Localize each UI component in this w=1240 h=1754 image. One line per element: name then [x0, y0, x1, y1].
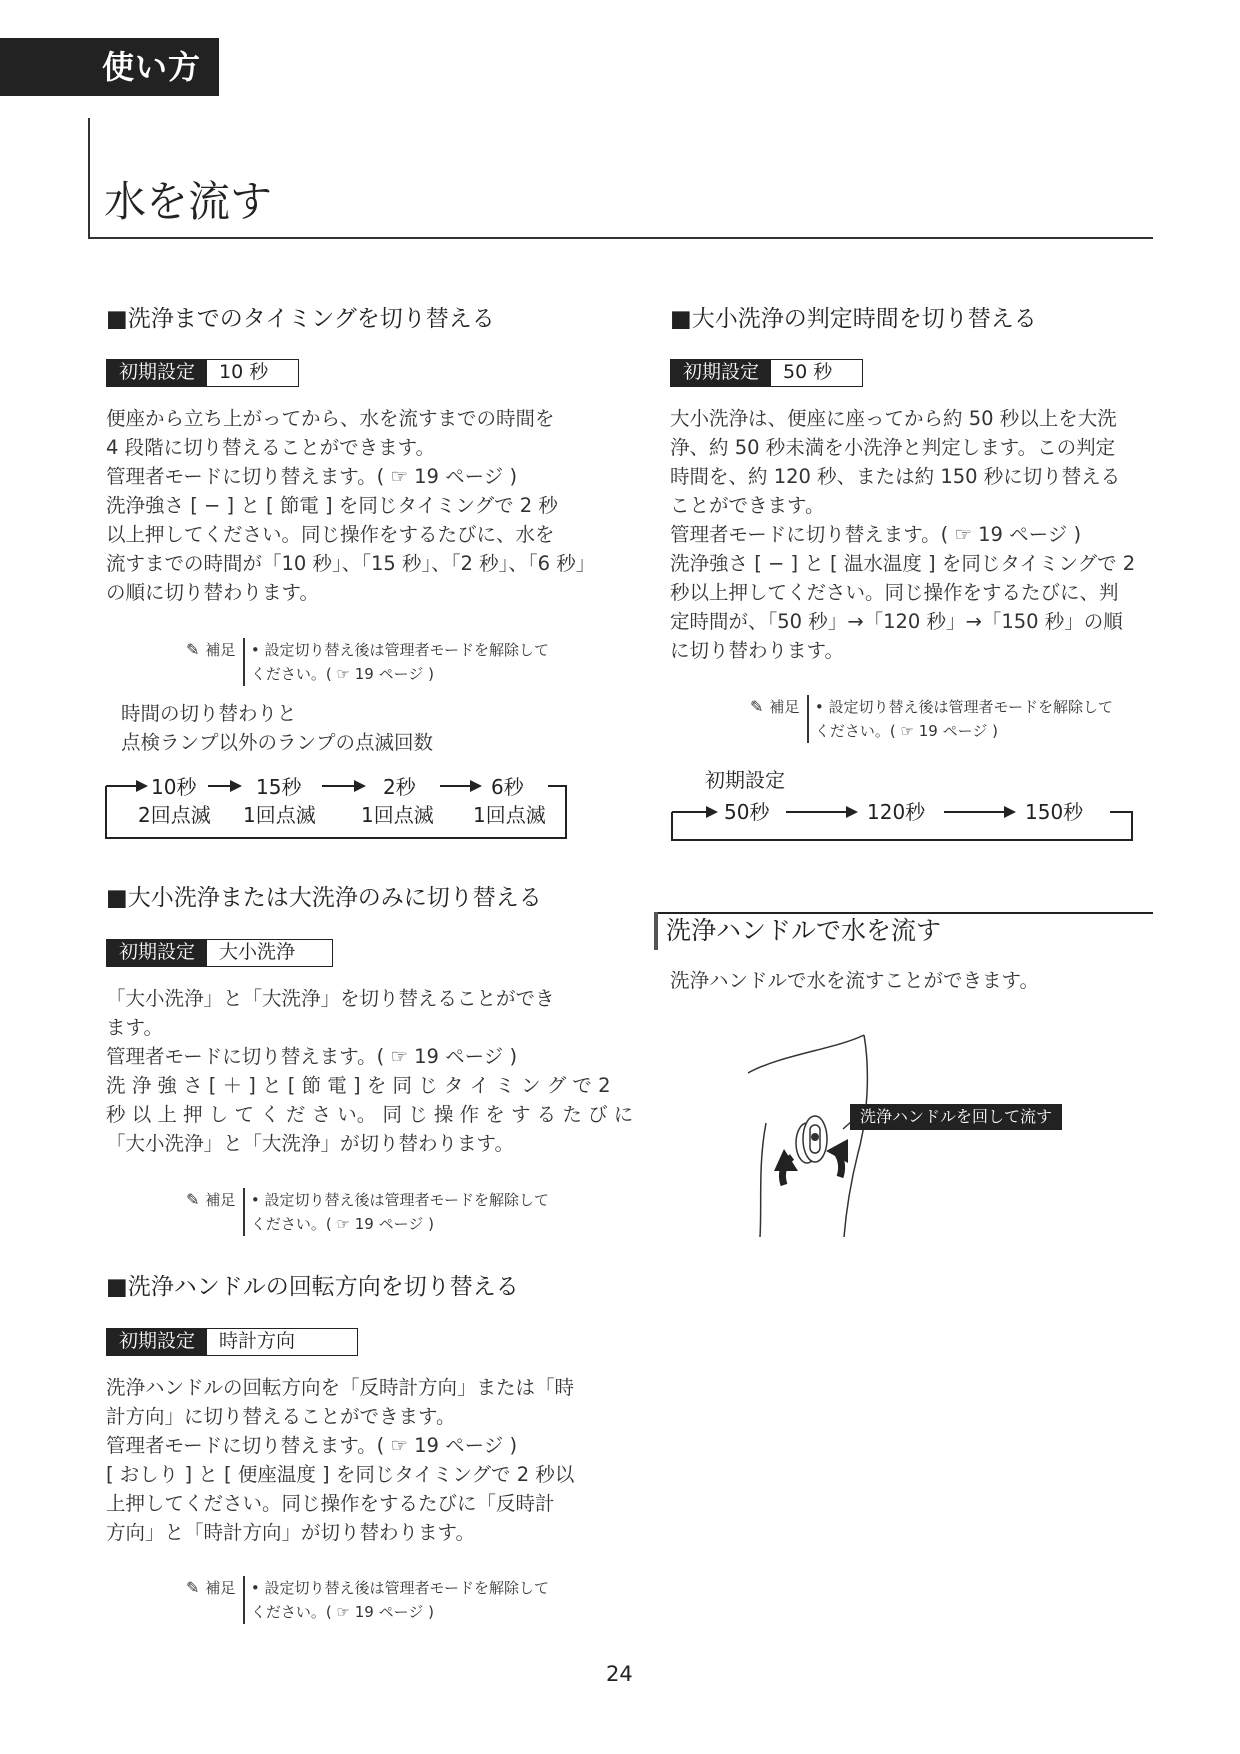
- tank-lid-edge: [748, 1035, 864, 1073]
- badge-label: 初期設定: [107, 940, 207, 966]
- tank-right-edge: [844, 1035, 867, 1237]
- note-tag: 補足: [205, 1191, 236, 1209]
- note-line: • 設定切り替え後は管理者モードを解除して: [250, 1579, 549, 1597]
- section-heading-handle: 洗浄ハンドルで水を流す: [666, 916, 942, 945]
- note-divider: [807, 695, 809, 743]
- note-divider: [243, 1188, 245, 1236]
- cycle-time: 150秒: [1025, 800, 1084, 824]
- note-divider: [243, 1576, 245, 1624]
- blink-count: 1回点滅: [473, 803, 546, 827]
- arrow-head: [230, 780, 242, 792]
- note-timing: [186, 638, 549, 686]
- section-body-rotation: [106, 1373, 574, 1547]
- section-body-mode: [106, 984, 633, 1158]
- body-line: に切り替わります。: [670, 639, 844, 662]
- pencil-icon: ✎: [186, 1578, 200, 1597]
- flush-handle: [796, 1116, 827, 1163]
- subsection-marker: [654, 912, 658, 950]
- pencil-icon: ✎: [186, 640, 200, 659]
- default-badge-timing: [106, 359, 299, 387]
- pencil-icon: ✎: [186, 1190, 200, 1209]
- tank-left-edge: [760, 1123, 766, 1237]
- body-line: 以上押してください。同じ操作をするたびに、水を: [106, 523, 555, 546]
- arrow-head: [706, 806, 718, 818]
- body-line: 浄、約 50 秒未満を小洗浄と判定します。この判定: [670, 436, 1116, 459]
- badge-value: 時計方向: [219, 1330, 296, 1352]
- judge-diagram-caption: 初期設定: [705, 768, 785, 792]
- arrow-head: [846, 806, 858, 818]
- handle-callout: 洗浄ハンドルを回して流す: [850, 1104, 1062, 1130]
- cycle-time: 2秒: [383, 775, 416, 799]
- note-line: • 設定切り替え後は管理者モードを解除して: [814, 698, 1113, 716]
- body-line: 管理者モードに切り替えます。( ☞ 19 ページ ): [106, 1434, 518, 1457]
- body-line: [ おしり ] と [ 便座温度 ] を同じタイミングで 2 秒以: [106, 1463, 575, 1486]
- section-tab: 使い方: [0, 38, 219, 96]
- default-badge-judge: [670, 359, 863, 387]
- body-line: 洗浄強さ [ − ] と [ 節電 ] を同じタイミングで 2 秒: [106, 494, 558, 517]
- body-line: 洗 浄 強 さ [ ＋ ] と [ 節 電 ] を 同 じ タ イ ミ ン グ で 2: [106, 1074, 611, 1097]
- note-tag: 補足: [205, 1579, 236, 1597]
- cycle-time: 15秒: [256, 775, 302, 799]
- section-heading-rotation: ■洗浄ハンドルの回転方向を切り替える: [106, 1274, 519, 1300]
- body-line: ことができます。: [670, 494, 825, 517]
- body-line: ます。: [106, 1016, 163, 1039]
- note-rotation: [186, 1576, 549, 1624]
- section-body-judge: [670, 404, 1135, 665]
- body-line: 上押してください。同じ操作をするたびに「反時計: [106, 1492, 555, 1515]
- body-line: 定時間が、「50 秒」→「120 秒」→「150 秒」の順: [670, 610, 1123, 633]
- note-line: ください。( ☞ 19 ページ ): [814, 722, 998, 740]
- blink-count: 2回点滅: [138, 803, 211, 827]
- subsection-rule: [654, 912, 1153, 914]
- note-line: ください。( ☞ 19 ページ ): [250, 1603, 434, 1621]
- body-line: 「大小洗浄」と「大洗浄」が切り替わります。: [106, 1132, 514, 1155]
- note-line: ください。( ☞ 19 ページ ): [250, 1215, 434, 1233]
- note-tag: 補足: [769, 698, 800, 716]
- body-line: 洗浄ハンドルで水を流すことができます。: [670, 969, 1039, 992]
- blink-count: 1回点滅: [361, 803, 434, 827]
- note-divider: [243, 638, 245, 686]
- body-line: 大小洗浄は、便座に座ってから約 50 秒以上を大洗: [670, 407, 1117, 430]
- blink-count: 1回点滅: [243, 803, 316, 827]
- badge-label: 初期設定: [107, 1329, 207, 1355]
- badge-value: 10 秒: [219, 361, 269, 383]
- arrow-head: [136, 780, 148, 792]
- note-judge: [750, 695, 1113, 743]
- arrow-head: [470, 780, 482, 792]
- body-line: 管理者モードに切り替えます。( ☞ 19 ページ ): [670, 523, 1082, 546]
- page-number: 24: [606, 1662, 633, 1686]
- diagram-caption-timing: [121, 699, 433, 757]
- default-badge-mode: [106, 939, 333, 967]
- section-heading-timing: ■洗浄までのタイミングを切り替える: [106, 306, 495, 332]
- badge-label: 初期設定: [107, 360, 207, 386]
- body-line: 計方向」に切り替えることができます。: [106, 1405, 456, 1428]
- badge-value: 50 秒: [783, 361, 833, 383]
- body-line: 便座から立ち上がってから、水を流すまでの時間を: [106, 407, 555, 430]
- body-line: 方向」と「時計方向」が切り替わります。: [106, 1521, 475, 1544]
- arrow-head: [1004, 806, 1016, 818]
- caption-line: 点検ランプ以外のランプの点滅回数: [121, 731, 434, 754]
- cycle-time: 6秒: [491, 775, 524, 799]
- caption-line: 時間の切り替わりと: [121, 702, 297, 725]
- page-title: 水を流す: [104, 177, 273, 226]
- section-heading-mode: ■大小洗浄または大洗浄のみに切り替える: [106, 885, 542, 911]
- arrow-head: [354, 780, 366, 792]
- body-line: 「大小洗浄」と「大洗浄」を切り替えることができ: [106, 987, 555, 1010]
- badge-label: 初期設定: [671, 360, 771, 386]
- body-line: 4 段階に切り替えることができます。: [106, 436, 436, 459]
- section-body-timing: [106, 404, 595, 607]
- pencil-icon: ✎: [750, 697, 764, 716]
- body-line: 管理者モードに切り替えます。( ☞ 19 ページ ): [106, 465, 518, 488]
- body-line: 洗浄ハンドルの回転方向を「反時計方向」または「時: [106, 1376, 575, 1399]
- note-mode: [186, 1188, 549, 1236]
- body-line: 秒 以 上 押 し て く だ さ い。 同 じ 操 作 を す る た び に: [106, 1103, 634, 1126]
- toilet-tank-illustration: [740, 1025, 880, 1240]
- section-heading-judge: ■大小洗浄の判定時間を切り替える: [670, 306, 1037, 332]
- cycle-time: 120秒: [867, 800, 926, 824]
- body-line: 流すまでの時間が「10 秒」、「15 秒」、「2 秒」、「6 秒」: [106, 552, 596, 575]
- title-divider-vertical: [88, 118, 90, 239]
- body-line: の順に切り替わります。: [106, 581, 319, 604]
- note-line: • 設定切り替え後は管理者モードを解除して: [250, 1191, 549, 1209]
- section-body-handle: [670, 966, 1039, 995]
- note-line: ください。( ☞ 19 ページ ): [250, 665, 434, 683]
- title-divider-horizontal: [88, 237, 1153, 239]
- cycle-time: 50秒: [724, 800, 770, 824]
- cycle-time: 10秒: [151, 775, 197, 799]
- badge-value: 大小洗浄: [219, 941, 296, 963]
- note-line: • 設定切り替え後は管理者モードを解除して: [250, 641, 549, 659]
- body-line: 時間を、約 120 秒、または約 150 秒に切り替える: [670, 465, 1121, 488]
- note-tag: 補足: [205, 641, 236, 659]
- body-line: 秒以上押してください。同じ操作をするたびに、判: [670, 581, 1119, 604]
- default-badge-rotation: [106, 1328, 358, 1356]
- body-line: 洗浄強さ [ − ] と [ 温水温度 ] を同じタイミングで 2: [670, 552, 1136, 575]
- body-line: 管理者モードに切り替えます。( ☞ 19 ページ ): [106, 1045, 518, 1068]
